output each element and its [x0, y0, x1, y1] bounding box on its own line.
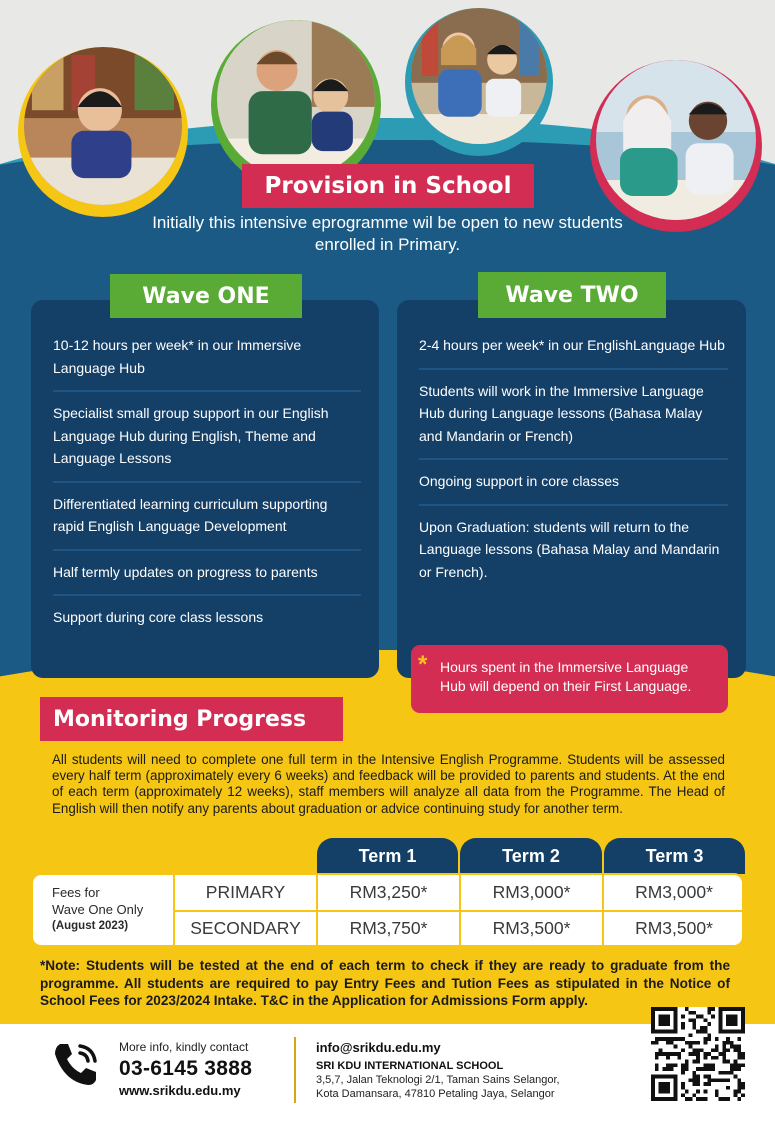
- fee-table: [31, 873, 744, 947]
- wave-one-panel: [31, 300, 379, 678]
- asterisk-icon: *: [418, 651, 428, 678]
- wave-one-title: [110, 274, 302, 318]
- fees-footnote: *Note: Students will be tested at the end of each term to check if they are ready to graduate from the programme. All students are required to pay Entry Fees and Tution Fees as stipulated in the Notice of School Fees for 2023/2024 Intake. T&C in the Application for Admissions Form apply.: [40, 958, 730, 1008]
- school-address: [316, 1074, 560, 1101]
- contact-phone[interactable]: 03-6145 3888: [119, 1057, 253, 1080]
- contact-hint: More info, kindly contact: [119, 1040, 249, 1054]
- term-header-label: Term 3: [645, 845, 704, 866]
- monitoring-title-text: Monitoring Progress: [53, 706, 307, 732]
- fee-table-label: [33, 875, 175, 945]
- term-header-2: [460, 838, 602, 874]
- address-line: Kota Damansara, 47810 Petaling Jaya, Selangor: [316, 1087, 555, 1100]
- list-item: Ongoing support in core classes: [419, 460, 728, 506]
- fee-cell: RM3,250*: [349, 882, 428, 902]
- photo-two-students: [590, 60, 762, 232]
- list-item: Differentiated learning curriculum supporting rapid English Language Development: [53, 483, 361, 551]
- list-item: Specialist small group support in our English Language Hub during English, Theme and Language Lessons: [53, 392, 361, 483]
- qr-code-icon[interactable]: [651, 1007, 745, 1101]
- website-link[interactable]: www.srikdu.edu.my: [119, 1083, 241, 1098]
- page-title-text: Provision in School: [264, 173, 512, 199]
- fee-label-line: Fees for: [52, 885, 100, 900]
- list-item: Upon Graduation: students will return to the Language lessons (Bahasa Malay and Mandarin or French).: [419, 518, 720, 580]
- term-header-label: Term 1: [358, 845, 417, 866]
- fee-label-date: (August 2023): [52, 920, 129, 932]
- footer-divider: [294, 1037, 296, 1103]
- fee-cell: RM3,750*: [349, 918, 428, 938]
- table-row-primary-level: PRIMARY: [205, 882, 286, 902]
- school-name: SRI KDU INTERNATIONAL SCHOOL: [316, 1060, 504, 1072]
- fee-label-line: Wave One Only: [52, 902, 144, 917]
- table-row-secondary-level: SECONDARY: [190, 918, 301, 938]
- term-header-1: [317, 838, 458, 874]
- photo-teacher-and-student: [405, 8, 553, 156]
- address-line: 3,5,7, Jalan Teknologi 2/1, Taman Sains Selangor,: [316, 1074, 560, 1086]
- wave-two-title: [478, 272, 666, 318]
- wave-two-title-text: Wave TWO: [505, 282, 639, 308]
- list-item: Students will work in the Immersive Language Hub during Language lessons (Bahasa Malay and Mandarin or French): [419, 370, 728, 461]
- wave-two-panel: [397, 300, 746, 678]
- term-header-label: Term 2: [502, 845, 560, 866]
- photo-boy-drawing: [18, 47, 188, 217]
- wave-one-list: [53, 324, 361, 640]
- list-item: Support during core class lessons: [53, 609, 264, 625]
- fee-cell: RM3,500*: [635, 918, 713, 938]
- term-header-3: [604, 838, 745, 874]
- fee-cell: RM3,000*: [492, 882, 571, 902]
- page-title: [242, 164, 534, 208]
- list-item: Half termly updates on progress to parents: [53, 551, 361, 597]
- monitoring-text: All students will need to complete one full term in the Intensive English Programme. Students will be assessed every half term (approximately every 6 weeks) and feedback will be provided to parents and students. At the end of each term (approximately 12 weeks), staff members will analyze all data from the Programme. The Head of English will then notify any parents about graduation or advice continuing study for another term.: [52, 752, 725, 816]
- wave-two-list: [419, 324, 728, 594]
- phone-icon: [50, 1038, 102, 1090]
- monitoring-title: [40, 697, 343, 741]
- intro-text: Initially this intensive eprogramme wil be open to new students enrolled in Primary.: [152, 213, 623, 254]
- fee-cell: RM3,000*: [635, 882, 713, 902]
- email-link[interactable]: info@srikdu.edu.my: [316, 1040, 441, 1055]
- list-item: 10-12 hours per week* in our Immersive Language Hub: [53, 324, 361, 392]
- fee-cell: RM3,500*: [492, 918, 571, 938]
- wave-one-title-text: Wave ONE: [142, 283, 270, 309]
- list-item: 2-4 hours per week* in our EnglishLanguage Hub: [419, 324, 728, 370]
- hours-note: [411, 645, 728, 713]
- hours-note-text: Hours spent in the Immersive Language Hub will depend on their First Language.: [440, 659, 692, 694]
